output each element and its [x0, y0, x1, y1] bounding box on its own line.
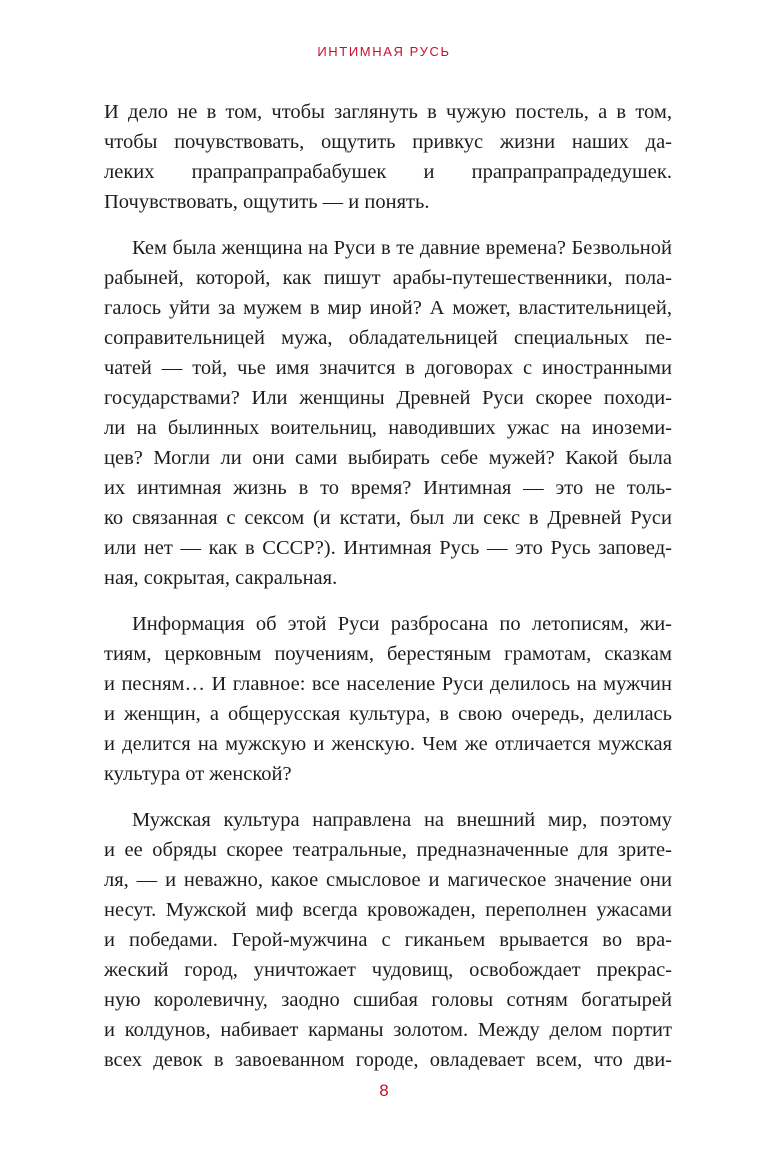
text-line: и победами. Герой-мужчина с гиканьем врывается во вра-	[104, 929, 672, 951]
text-line: и делится на мужскую и женскую. Чем же отличается мужская	[104, 733, 672, 755]
text-line: и ее обряды скорее театральные, предназначенные для зрите-	[104, 839, 672, 861]
text-line: их интимная жизнь в то время? Интимная — это не толь-	[104, 477, 672, 499]
text-line: Кем была женщина на Руси в те давние времена? Безвольной	[132, 237, 672, 259]
text-line: жеский город, уничтожает чудовищ, освобождает прекрас-	[104, 959, 672, 981]
text-line: соправительницей мужа, обладательницей специальных пе-	[104, 327, 672, 349]
page-number: 8	[379, 1081, 389, 1100]
text-line: всех девок в завоеванном городе, овладевает всем, что дви-	[104, 1049, 672, 1071]
text-line: рабыней, которой, как пишут арабы-путешественники, пола-	[104, 267, 672, 289]
text-line: Почувствовать, ощутить — и понять.	[104, 191, 430, 213]
text-line: галось уйти за мужем в мир иной? А может, властительницей,	[104, 297, 672, 319]
text-line: Мужская культура направлена на внешний мир, поэтому	[132, 809, 672, 831]
text-line: ная, сокрытая, сакральная.	[104, 567, 338, 589]
text-line: и колдунов, набивает карманы золотом. Между делом портит	[104, 1019, 672, 1041]
text-line: цев? Могли ли они сами выбирать себе мужей? Какой была	[104, 447, 672, 469]
text-line: ко связанная с сексом (и кстати, был ли секс в Древней Руси	[104, 507, 672, 529]
text-line: тиям, церковным поучениям, берестяным грамотам, сказкам	[104, 643, 672, 665]
text-line: И дело не в том, чтобы заглянуть в чужую постель, а в том,	[104, 101, 672, 123]
text-line: культура от женской?	[104, 763, 292, 785]
text-line: ля, — и неважно, какое смысловое и магическое значение они	[104, 869, 672, 891]
text-line: чтобы почувствовать, ощутить привкус жизни наших да-	[104, 131, 672, 153]
text-line: или нет — как в СССР?). Интимная Русь — это Русь заповед-	[104, 537, 672, 559]
running-head: ИНТИМНАЯ РУСЬ	[317, 44, 451, 59]
text-line: леких прапрапрапрабабушек и прапрапрапрадедушек.	[104, 161, 672, 183]
text-line: государствами? Или женщины Древней Руси скорее походи-	[104, 387, 672, 409]
text-line: и песням… И главное: все население Руси делилось на мужчин	[104, 673, 672, 695]
text-line: и женщин, а общерусская культура, в свою очередь, делилась	[104, 703, 672, 725]
text-line: ли на былинных воительниц, наводивших ужас на иноземи-	[104, 417, 672, 439]
text-line: чатей — той, чье имя значится в договорах с иностранными	[104, 357, 672, 379]
text-line: ную королевичну, заодно сшибая головы сотням богатырей	[104, 989, 672, 1011]
text-line: несут. Мужской миф всегда кровожаден, переполнен ужасами	[104, 899, 672, 921]
text-line: Информация об этой Руси разбросана по летописям, жи-	[132, 613, 672, 635]
